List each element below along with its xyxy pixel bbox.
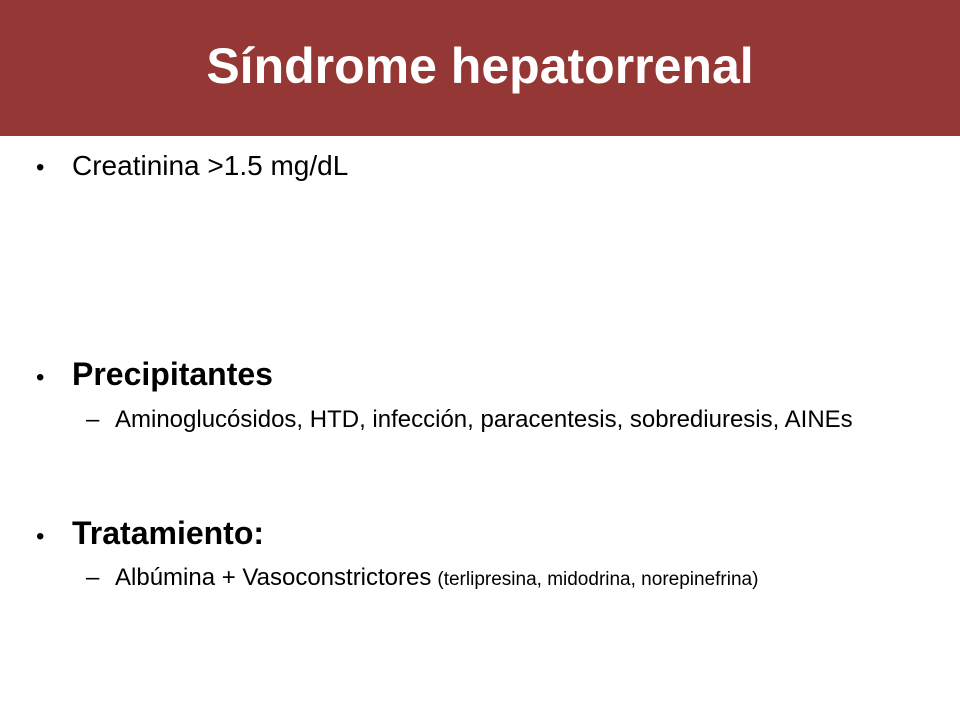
- sub-bullet-marker: –: [86, 564, 100, 591]
- bullet-text: Creatinina >1.5 mg/dL: [72, 150, 349, 181]
- sub-bullet-marker: –: [86, 406, 100, 433]
- sub-bullet-text: Albúmina + Vasoconstrictores: [115, 564, 432, 591]
- bullet-marker: •: [36, 364, 45, 391]
- bullet-tratamiento: [36, 515, 264, 552]
- title-bar: [0, 0, 960, 136]
- sub-bullet-text: Aminoglucósidos, HTD, infección, paracentesis, sobrediuresis, AINEs: [115, 406, 853, 433]
- bullet-precipitantes: [36, 356, 273, 393]
- bullet-creatinina: [36, 150, 348, 182]
- sub-bullet-note: (terlipresina, midodrina, norepinefrina): [437, 569, 759, 590]
- bullet-heading: Precipitantes: [72, 356, 273, 392]
- bullet-marker: •: [36, 523, 45, 550]
- sub-bullet-tratamiento: [86, 563, 946, 595]
- bullet-marker: •: [36, 154, 45, 181]
- bullet-heading: Tratamiento:: [72, 515, 265, 551]
- sub-bullet-precipitantes: [86, 405, 946, 435]
- slide-title: Síndrome hepatorrenal: [206, 38, 754, 94]
